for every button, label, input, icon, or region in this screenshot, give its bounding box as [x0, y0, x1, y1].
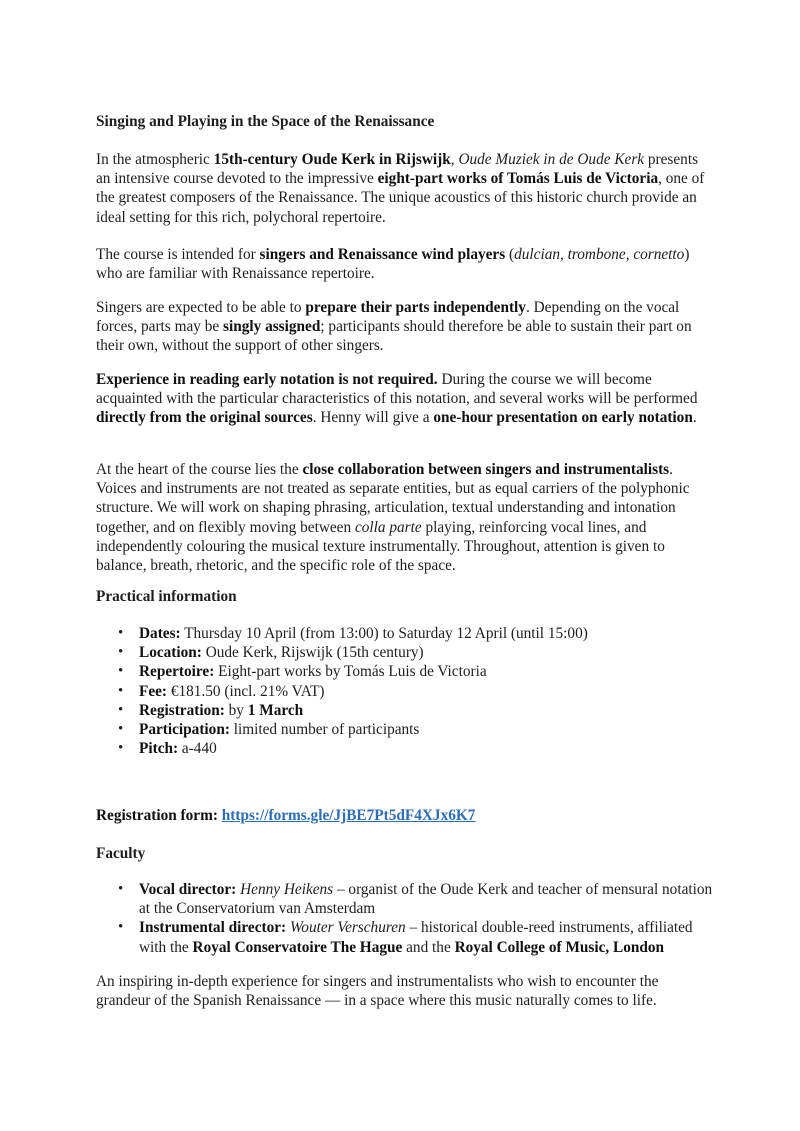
list-item-pitch [96, 739, 716, 758]
deadline: 1 March [247, 701, 304, 719]
text: The course is intended for [96, 246, 260, 263]
emphasis: singly assigned [223, 318, 321, 336]
item-value: Thursday 10 April (from 13:00) to Saturday 12 April (until 15:00) [180, 625, 588, 642]
text: . Henny will give a [312, 409, 434, 427]
text: . Depending on the vocal forces, parts may be [96, 299, 680, 336]
item-label: Dates: [139, 625, 181, 642]
registration-label: Registration form: [96, 807, 222, 824]
emphasis: eight-part works of Tomás Luis de Victoria [377, 170, 659, 188]
text: and the [402, 938, 455, 956]
faculty-heading: Faculty [96, 845, 146, 862]
organizer-name: Oude Muziek in de Oude Kerk [458, 151, 645, 168]
item-label: Vocal director: [139, 881, 237, 898]
institution: Royal Conservatoire The Hague [192, 938, 403, 956]
item-label: Registration: [139, 701, 225, 719]
list-item-fee [96, 682, 716, 701]
item-value: Oude Kerk, Rijswijk (15th century) [201, 644, 424, 662]
item-label: Instrumental director: [139, 919, 287, 937]
text: ; participants should therefore be able to sustain their part on their own, without the support of other singers. [96, 318, 692, 355]
emphasis: singers and Renaissance wind players [259, 246, 506, 263]
text: In the atmospheric [96, 151, 214, 168]
text: During the course we will become acquainted with the particular characteristics of this notation, and several works will be performed [96, 371, 698, 408]
text: Singers are expected to be able to [96, 299, 306, 316]
item-label: Location: [139, 644, 202, 662]
practical-heading: Practical information [96, 588, 237, 605]
list-item-repertoire [96, 662, 716, 681]
faculty-list [96, 880, 716, 957]
text: presents an intensive course devoted to the impressive [96, 151, 699, 188]
practical-info-list [96, 624, 716, 758]
list-item-location [96, 643, 716, 662]
person-name: Henny Heikens [240, 881, 334, 898]
item-label: Repertoire: [139, 663, 215, 681]
person-name: Wouter Verschuren [289, 919, 406, 937]
singers-paragraph [96, 298, 716, 356]
item-description: – organist of the Oude Kerk and teacher of mensural notation at the Conservatorium van Amsterdam [139, 881, 713, 918]
text: At the heart of the course lies the [96, 461, 303, 478]
notation-paragraph [96, 370, 716, 428]
collaboration-paragraph [96, 460, 716, 575]
item-value: limited number of participants [229, 721, 420, 739]
emphasis: one-hour presentation on early notation [433, 409, 693, 427]
instrument-list: dulcian, trombone, cornetto [514, 246, 685, 263]
text: ) who are familiar with Renaissance repertoire. [96, 246, 690, 283]
faculty-item-instrumental-director [96, 918, 716, 956]
term: colla parte [354, 518, 422, 536]
text: . [692, 409, 697, 427]
text: . Voices and instruments are not treated as separate entities, but as equal carriers of the polyphonic structure. We will work on shaping phrasing, articulation, textual understanding and intonation together, and on flexibly moving between [96, 461, 690, 536]
emphasis: Experience in reading early notation is not required. [96, 371, 438, 388]
item-value: a-440 [178, 740, 217, 758]
item-label: Pitch: [139, 740, 179, 758]
text: ( [505, 246, 515, 263]
item-value: €181.50 (incl. 21% VAT) [167, 682, 325, 700]
list-item-registration [96, 701, 716, 720]
page-title: Singing and Playing in the Space of the Renaissance [96, 113, 435, 130]
emphasis: directly from the original sources [96, 409, 313, 427]
faculty-item-vocal-director [96, 880, 716, 918]
emphasis: prepare their parts independently [305, 299, 526, 316]
registration-line [96, 806, 716, 825]
list-item-participation [96, 720, 716, 739]
item-label: Fee: [139, 682, 168, 700]
emphasis: 15th-century Oude Kerk in Rijswijk [213, 151, 451, 168]
closing-paragraph: An inspiring in-depth experience for singers and instrumentalists who wish to encounter the grandeur of the Spanish Renaissance — in a space where this music naturally comes to life. [96, 973, 659, 1010]
item-value: Eight-part works by Tomás Luis de Victoria [214, 663, 487, 681]
item-label: Participation: [139, 721, 230, 739]
text: , [450, 151, 459, 168]
audience-paragraph [96, 245, 716, 283]
item-value: by [224, 701, 248, 719]
institution: Royal College of Music, London [454, 938, 665, 956]
emphasis: close collaboration between singers and instrumentalists [302, 461, 670, 478]
item-description: – historical double-reed instruments, affiliated with the [139, 919, 693, 956]
list-item-dates [96, 624, 716, 643]
registration-form-link[interactable]: https://forms.gle/JjBE7Pt5dF4XJx6K7 [221, 807, 476, 824]
intro-paragraph [96, 150, 716, 227]
text: playing, reinforcing vocal lines, and independently colouring the musical texture instrumentally. Throughout, attention is given to balance, breath, rhetoric, and the specific role of the space. [96, 518, 665, 575]
text: , one of the greatest composers of the Renaissance. The unique acoustics of this historic church provide an ideal setting for this rich, polychoral repertoire. [96, 170, 705, 226]
